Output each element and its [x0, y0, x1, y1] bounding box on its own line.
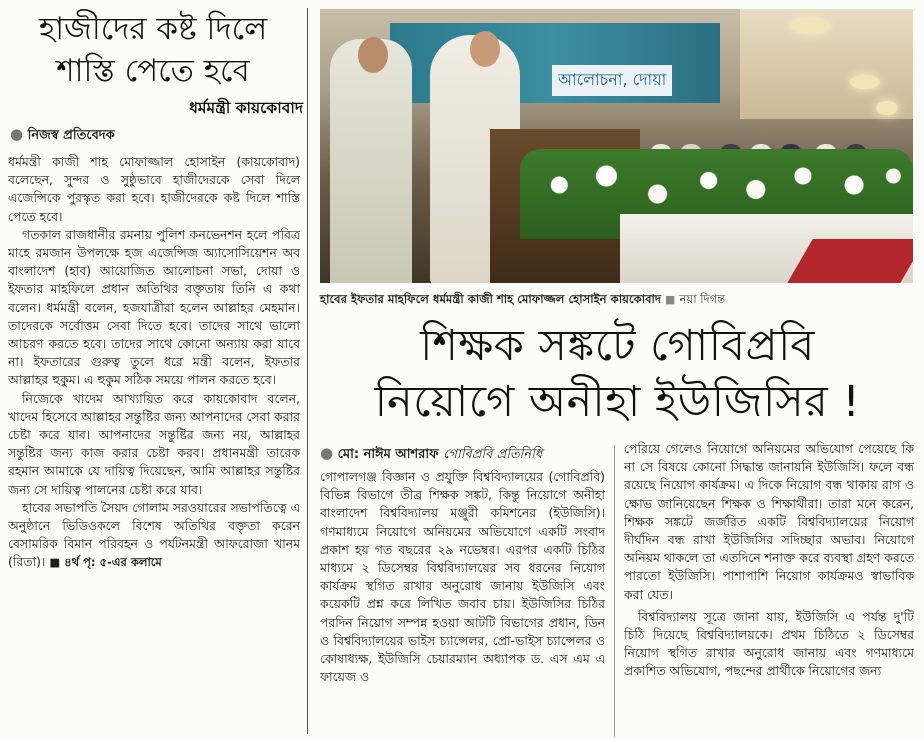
- right-headline: [320, 318, 915, 430]
- left-paragraph: [8, 499, 300, 572]
- continuation-text: ৪র্থ পৃ: ৫-এর কলামে: [64, 555, 162, 570]
- left-byline-text: নিজস্ব প্রতিবেদক: [27, 128, 115, 143]
- right-headline-line2: নিয়োগে অনীহা ইউজিসির !: [374, 377, 861, 427]
- right-headline-line1: শিক্ষক সঙ্কটে গোবিপ্রবি: [420, 321, 815, 371]
- left-paragraph: গতকাল রাজধানীর রমনায় পুলিশ কনভেনশন হলে পবিত্র মাহে রমজান উপলক্ষে হজ এজেন্সিজ অ্যাসোসিয়েশন অব বাংলাদেশ (হাব) আয়োজিত আলোচনা সভা, দোয়া ও ইফতার মাহফিলে প্রধান অতিথির বক্তৃতায় তিনি এ কথা বলেন। ধর্মমন্ত্রী বলেন, হজযাত্রীরা হলেন আল্লাহর মেহমান। তাদেরকে সর্বোত্তম সেবা দিতে হবে। তাদের সাথে ভালো আচরণ করতে হবে। তাদের সাথে কোনো অন্যায় করা যাবে না। ইফতারের গুরুত্ব তুলে ধরে মন্ত্রী বলেন, ইফতার আল্লাহর হুকুম। এ হুকুম সঠিক সময়ে পালন করতে হবে।: [8, 226, 300, 388]
- left-byline: [10, 125, 115, 147]
- speaker-head: [470, 31, 500, 67]
- chandelier: [850, 75, 880, 89]
- left-headline: [8, 8, 298, 92]
- left-subhead: ধর্মমন্ত্রী কায়কোবাদ: [189, 99, 303, 117]
- left-paragraph: নিজেকে খাদেম আখ্যায়িত করে কায়কোবাদ বলেন, খাদেম হিসেবে আল্লাহর সন্তুষ্টির জন্য আপনাদের সেবা করার চেষ্টা করে যাব। আপনাদের সন্তুষ্টির জন্য নয়, আল্লাহর সন্তুষ্টির জন্য কাজ করার চেষ্টা করব। প্রধানমন্ত্রী তারেক রহমান আমাকে যে দায়িত্ব দিয়েছেন, আমি আল্লাহর সন্তুষ্টির জন্য সে দায়িত্ব পালনের চেষ্টা করে যাব।: [8, 390, 300, 497]
- right-column-divider: [614, 445, 615, 737]
- chandelier: [790, 19, 830, 33]
- column-divider: [307, 8, 308, 734]
- left-paragraph-text: হাবের সভাপতি সৈয়দ গোলাম সরওয়ারের সভাপতিত্বে এ অনুষ্ঠানে ভিডিওকলে বিশেষ অতিথির বক্তৃতা করেন বেসামরিক বিমান পরিবহন ও পর্যটনমন্ত্রী আফরোজা খানম (রিতা)।: [8, 499, 300, 570]
- photo-credit: নয়া দিগন্ত: [679, 292, 726, 306]
- square-bullet-icon: ■: [665, 293, 676, 306]
- right-article-col2: [624, 440, 914, 738]
- bullet-icon: ●: [320, 444, 334, 462]
- photo-caption: [320, 291, 915, 310]
- caption-text: হাবের ইফতার মাহফিলে ধর্মমন্ত্রী কাজী শাহ মোফাজ্জল হোসাইন কায়কোবাদ: [320, 292, 661, 306]
- banner-text: আলোচনা, দোয়া: [552, 65, 672, 96]
- right-article-col1: [320, 468, 605, 738]
- person-in-vest: [330, 39, 412, 283]
- left-article-body: [8, 153, 300, 733]
- continuation-ref[interactable]: [49, 555, 161, 569]
- square-bullet-icon: ■: [49, 555, 61, 570]
- right-paragraph: পেরিয়ে গেলেও নিয়োগে অনিয়মের অভিযোগ পেয়েছে কি না সে বিষয়ে কোনো সিদ্ধান্ত জানায়নি ইউজিসি। ফলে বন্ধ রয়েছে নিয়োগ কার্যক্রম। এ দিকে নিয়োগ বন্ধ থাকায় রাগ ও ক্ষোভ জানিয়েছেন শিক্ষক ও শিক্ষার্থীরা। তারা মনে করেন, শিক্ষক সঙ্কটে জর্জরিত একটি বিশ্ববিদ্যালয়ের নিয়োগ দীর্ঘদিন বন্ধ রাখা ইউজিসির সদিচ্ছার অভাব। নিয়োগে অনিয়ম থাকলে তা এতদিনে শনাক্ত করে ব্যবস্থা গ্রহণ করতে পারতো ইউজিসি। পাশাপাশি নিয়োগ কার্যক্রমও স্বাভাবিক করা যেত।: [624, 441, 914, 602]
- right-byline: [320, 444, 542, 466]
- person-head: [358, 37, 388, 73]
- right-paragraph: গোপালগঞ্জ বিজ্ঞান ও প্রযুক্তি বিশ্ববিদ্যালয়ের (গোবিপ্রবি) বিভিন্ন বিভাগে তীব্র শিক্ষক সঙ্কট, কিন্তু নিয়োগে অনীহা বাংলাদেশ বিশ্ববিদ্যালয় মঞ্জুরী কমিশনের (ইউজিসি)। গণমাধ্যমে নিয়োগে অনিয়মের অভিযোগে একটি সংবাদ প্রকাশ হয় গত বছরের ২৯ নভেম্বর। এরপর একটি চিঠির মাধ্যমে ২ ডিসেম্বর বিশ্ববিদ্যালয়ের সব ধরনের নিয়োগ কার্যক্রম স্থগিত রাখার অনুরোধ জানায় ইউজিসি এবং কয়েকটি প্রশ্ন করে লিখিত জবাব চায়। ইউজিসির চিঠির পরদিন নিয়োগ সম্পন্ন হওয়া আটটি বিভাগের প্রধান, ডিন ও বিশ্ববিদ্যালয়ের ভাইস চ্যান্সেলর, প্রো-ভাইস চ্যান্সেলর ও কোষাধ্যক্ষ, ইউজিসি চেয়ারম্যান অধ্যাপক ড. এস এম এ ফায়েজ ও: [320, 469, 605, 685]
- right-byline-desk: গোবিপ্রবি প্রতিনিধি: [443, 447, 543, 462]
- right-paragraph: বিশ্ববিদ্যালয় সূত্রে জানা যায়, ইউজিসি এ পর্যন্ত দু'টি চিঠি দিয়েছে বিশ্ববিদ্যালয়কে। প্রথম চিঠিতে ২ ডিসেম্বর নিয়োগ স্থগিত রাখার অনুরোধ জানায় এবং গণমাধ্যমে প্রকাশিত অভিযোগ, পছন্দের প্রার্থীকে নিয়োগের জন্য: [624, 608, 914, 679]
- news-photo: [320, 9, 913, 283]
- left-headline-line1: হাজীদের কষ্ট দিলে: [38, 11, 268, 47]
- right-byline-name: মো: নাঈম আশরাফ: [337, 447, 439, 462]
- chandelier: [876, 101, 898, 115]
- bullet-icon: ●: [10, 125, 24, 143]
- left-paragraph: ধর্মমন্ত্রী কাজী শাহ মোফাজ্জাল হোসাইন (কায়কোবাদ) বলেছেন, সুন্দর ও সুষ্ঠুভাবে হাজীদেরকে সেবা দিলে এজেন্সিকে পুরস্কৃত করা হবে। হাজীদেরকে কষ্ট দিলে শাস্তি পেতে হবে।: [8, 154, 300, 224]
- left-headline-line2: শাস্তি পেতে হবে: [56, 53, 250, 89]
